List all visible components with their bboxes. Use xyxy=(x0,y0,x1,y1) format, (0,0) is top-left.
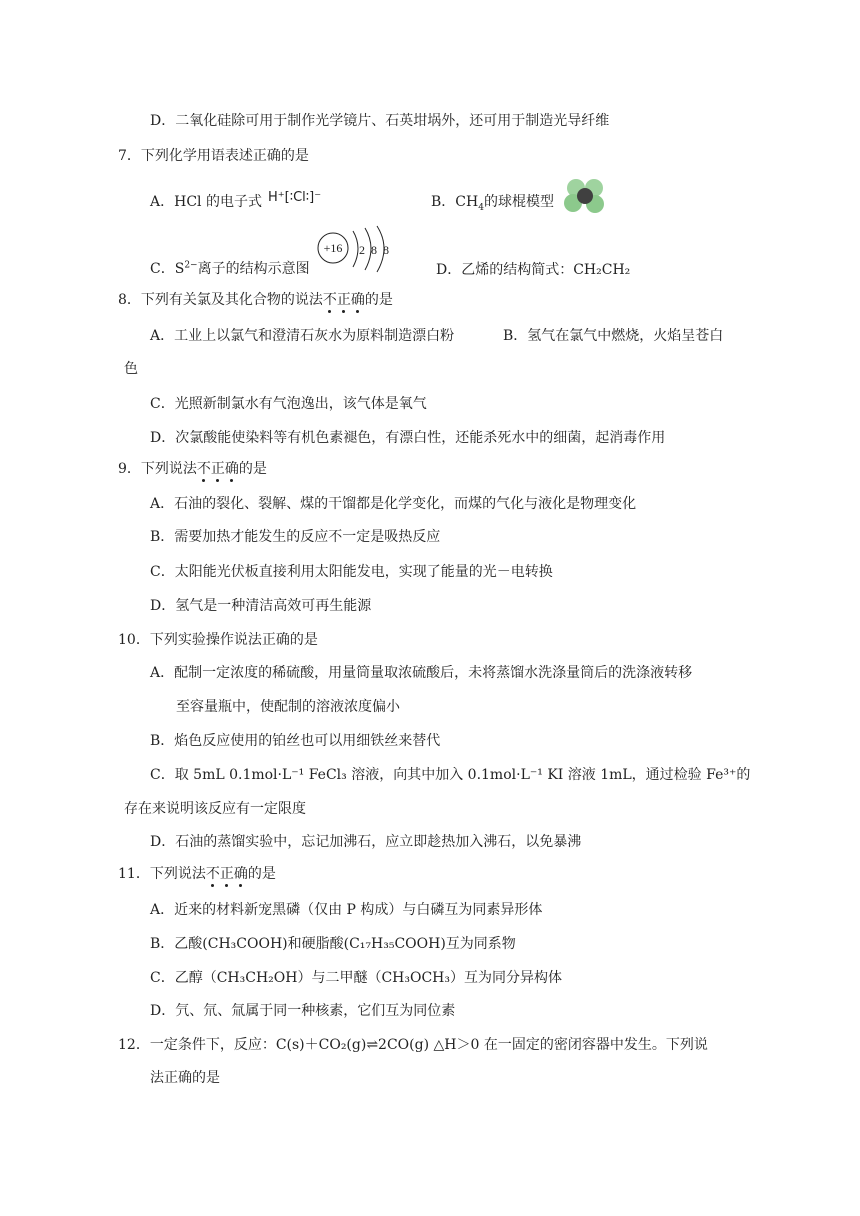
q9-option-c: C．太阳能光伏板直接利用太阳能发电，实现了能量的光－电转换 xyxy=(150,564,553,580)
q10-stem: 10．下列实验操作说法正确的是 xyxy=(118,632,318,648)
q7-option-b: B．$CH_4$的球棍模型 xyxy=(431,194,554,213)
q10-option-c: C．取 5mL 0.1mol·L⁻¹ FeCl₃ 溶液，向其中加入 0.1mol·L⁻¹ KI 溶液 1mL，通过检验 Fe³⁺的 xyxy=(150,767,751,783)
q8-option-b-continued: 色 xyxy=(124,361,138,377)
q8-option-a: A．工业上以氯气和澄清石灰水为原料制造漂白粉 xyxy=(150,328,455,344)
q8-option-b: B．氢气在氯气中燃烧，火焰呈苍白 xyxy=(503,328,724,344)
q10-option-c-continued: 存在来说明该反应有一定限度 xyxy=(124,801,306,817)
q12-stem-continued: 法正确的是 xyxy=(150,1070,220,1086)
q11-stem: 11．下列说法不正确的是 xyxy=(118,866,276,882)
q7-option-a: A．HCl 的电子式 xyxy=(150,194,262,210)
q7-option-c: C．$S^{2-}$离子的结构示意图 xyxy=(150,260,310,277)
sulfide-ion-structure-diagram xyxy=(315,225,395,277)
q10-option-b: B．焰色反应使用的铂丝也可以用细铁丝来替代 xyxy=(150,733,441,749)
q11-option-d: D．氕、氘、氚属于同一种核素，它们互为同位素 xyxy=(150,1003,456,1019)
hcl-electron-formula: H⁺[∶Cl∶]⁻ xyxy=(268,190,322,205)
q9-stem: 9．下列说法不正确的是 xyxy=(118,461,267,477)
q9-option-b: B．需要加热才能发生的反应不一定是吸热反应 xyxy=(150,529,441,545)
q11-option-b: B．乙酸(CH₃COOH)和硬脂酸(C₁₇H₃₅COOH)互为同系物 xyxy=(150,936,516,952)
q9-option-a: A．石油的裂化、裂解、煤的干馏都是化学变化，而煤的气化与液化是物理变化 xyxy=(150,496,637,512)
shell-2-count: 8 xyxy=(371,243,377,257)
methane-ball-stick-model-icon xyxy=(562,175,608,217)
q8-stem: 8．下列有关氯及其化合物的说法不正确的是 xyxy=(118,292,393,308)
q8-option-c: C．光照新制氯水有气泡逸出，该气体是氧气 xyxy=(150,396,427,412)
q11-option-a: A．近来的材料新宠黑磷（仅由 P 构成）与白磷互为同素异形体 xyxy=(150,902,543,918)
shell-1-count: 2 xyxy=(359,243,365,257)
q6-option-d: D．二氧化硅除可用于制作光学镜片、石英坩埚外，还可用于制造光导纤维 xyxy=(150,113,610,129)
q7-option-d: D．乙烯的结构简式：CH₂CH₂ xyxy=(436,262,631,278)
q10-option-a-continued: 至容量瓶中，使配制的溶液浓度偏小 xyxy=(176,699,400,715)
q8-option-d: D．次氯酸能使染料等有机色素褪色，有漂白性，还能杀死水中的细菌，起消毒作用 xyxy=(150,430,666,446)
q12-stem: 12．一定条件下，反应：C(s)＋CO₂(g)⇌2CO(g) △H＞0 在一固定的密闭容器中发生。下列说 xyxy=(118,1037,708,1053)
q10-option-d: D．石油的蒸馏实验中，忘记加沸石，应立即趁热加入沸石，以免暴沸 xyxy=(150,834,582,850)
shell-3-count: 8 xyxy=(383,243,389,257)
q9-option-d: D．氢气是一种清洁高效可再生能源 xyxy=(150,598,372,614)
q11-option-c: C．乙醇（CH₃CH₂OH）与二甲醚（CH₃OCH₃）互为同分异构体 xyxy=(150,970,563,986)
q7-stem: 7．下列化学用语表述正确的是 xyxy=(118,148,309,164)
nucleus-charge-label: +16 xyxy=(323,241,343,255)
q10-option-a: A．配制一定浓度的稀硫酸，用量筒量取浓硫酸后，未将蒸馏水洗涤量筒后的洗涤液转移 xyxy=(150,665,693,681)
